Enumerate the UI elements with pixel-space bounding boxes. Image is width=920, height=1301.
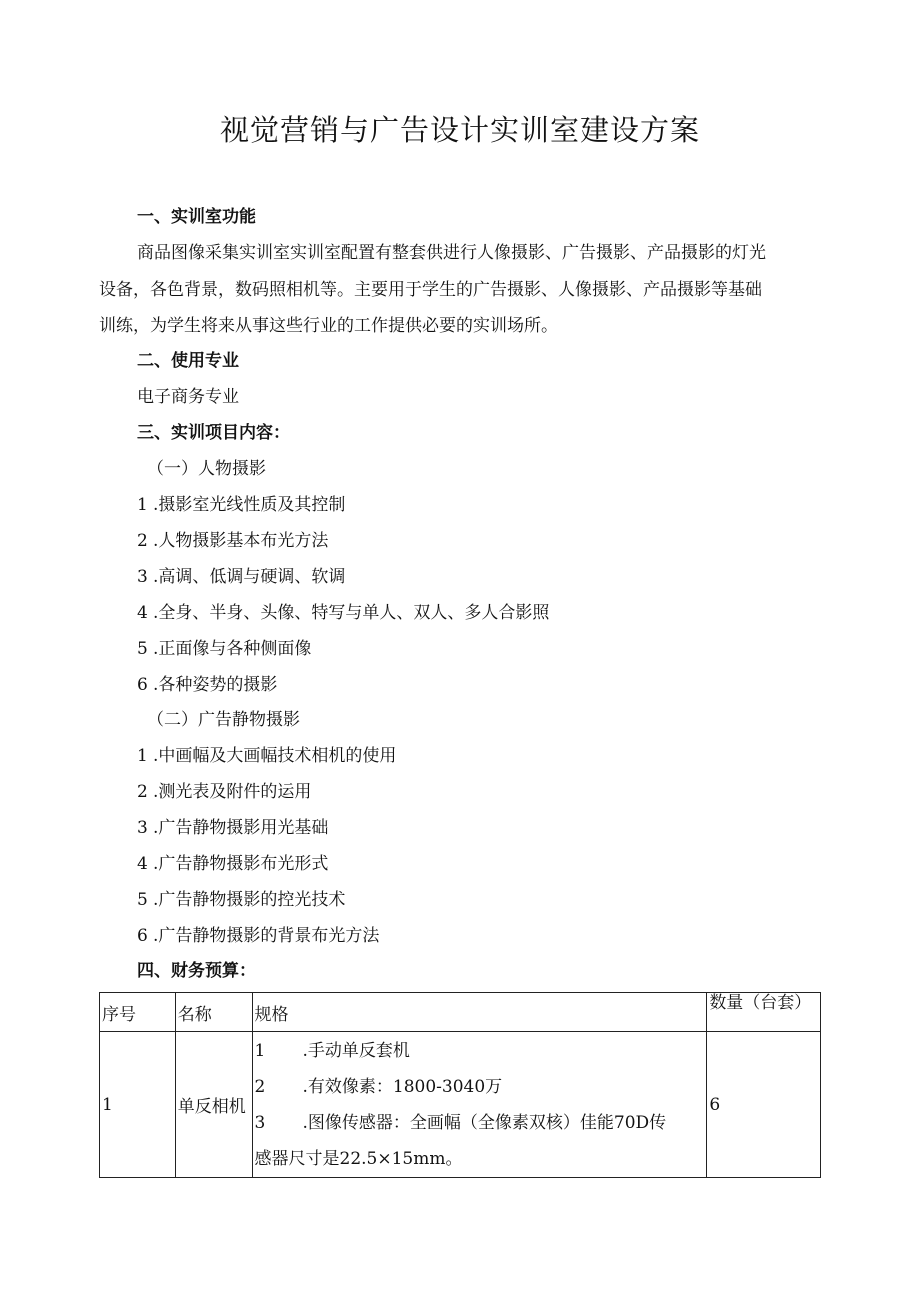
list-item [137,530,328,552]
spec-text: .图像传感器：全画幅（全像素双核）佳能70D传 [302,1112,667,1133]
spec-number: 1 [254,1040,266,1061]
list-item-number: 5 [137,639,148,659]
list-item [137,745,396,767]
spec-line [255,1069,705,1105]
list-item-text: .广告静物摄影用光基础 [153,818,329,838]
subsection-heading-still-life: （二）广告静物摄影 [147,710,300,730]
list-item-text: .广告静物摄影的背景布光方法 [153,926,380,946]
row-name: 单反相机 [175,1032,252,1178]
spec-text: .有效像素：1800-3040万 [302,1076,503,1097]
list-item-text: .广告静物摄影的控光技术 [153,890,346,910]
list-item-number: 1 [137,746,148,766]
list-item-text: .全身、半身、头像、特写与单人、双人、多人合影照 [153,603,550,623]
list-item-number: 3 [137,567,148,587]
table-header-row [100,993,821,1032]
header-qty-text: 数量（台套） [709,993,812,1013]
section-heading-majors: 二、使用专业 [137,351,239,371]
document-title: 视觉营销与广告设计实训室建设方案 [219,113,700,147]
section-heading-functions: 一、实训室功能 [137,207,256,227]
list-item-number: 6 [137,926,148,946]
list-item-text: .摄影室光线性质及其控制 [153,495,346,515]
budget-table [99,992,821,1178]
list-item-text: .各种姿势的摄影 [153,675,278,695]
spec-number: 3 [254,1112,266,1133]
spec-number: 2 [254,1076,266,1097]
list-item [137,925,379,947]
spec-line-tail: 感器尺寸是22.5×15mm。 [254,1148,463,1169]
header-index: 序号 [100,993,176,1032]
row-spec [252,1032,707,1178]
list-item-text: .正面像与各种侧面像 [153,639,312,659]
list-item [137,602,549,624]
spec-line [255,1105,705,1141]
list-item [137,817,328,839]
list-item-text: .中画幅及大画幅技术相机的使用 [153,746,397,766]
list-item-number: 2 [137,531,148,551]
list-item-number: 6 [137,675,148,695]
list-item [137,781,311,803]
list-item [137,638,311,660]
list-item-text: .广告静物摄影布光形式 [153,854,329,874]
spec-line [255,1033,705,1069]
list-item [137,566,345,588]
header-name: 名称 [175,993,252,1032]
header-qty [707,993,821,1032]
list-item [137,853,328,875]
list-item [137,674,277,696]
table-row [100,1032,821,1178]
row-qty: 6 [707,1032,821,1178]
row-index: 1 [100,1032,176,1178]
section-heading-projects: 三、实训项目内容： [137,423,290,443]
spec-text: .手动单反套机 [302,1040,410,1061]
list-item-text: .测光表及附件的运用 [153,782,312,802]
paragraph-line: 商品图像采集实训室实训室配置有整套供进行人像摄影、广告摄影、产品摄影的灯光 [137,243,766,263]
header-spec: 规格 [252,993,707,1032]
list-item-number: 4 [137,854,148,874]
list-item-number: 3 [137,818,148,838]
subsection-heading-portrait: （一）人物摄影 [147,459,266,479]
paragraph-line: 设备，各色背景，数码照相机等。主要用于学生的广告摄影、人像摄影、产品摄影等基础 [99,280,762,300]
list-item-text: .高调、低调与硬调、软调 [153,567,346,587]
paragraph-line: 训练，为学生将来从事这些行业的工作提供必要的实训场所。 [99,316,558,336]
list-item-number: 1 [137,495,148,515]
list-item [137,494,345,516]
list-item-number: 5 [137,890,148,910]
list-item-number: 2 [137,782,148,802]
section-heading-budget: 四、财务预算： [137,961,256,981]
list-item [137,889,345,911]
list-item-text: .人物摄影基本布光方法 [153,531,329,551]
major-text: 电子商务专业 [137,387,239,407]
list-item-number: 4 [137,603,148,623]
